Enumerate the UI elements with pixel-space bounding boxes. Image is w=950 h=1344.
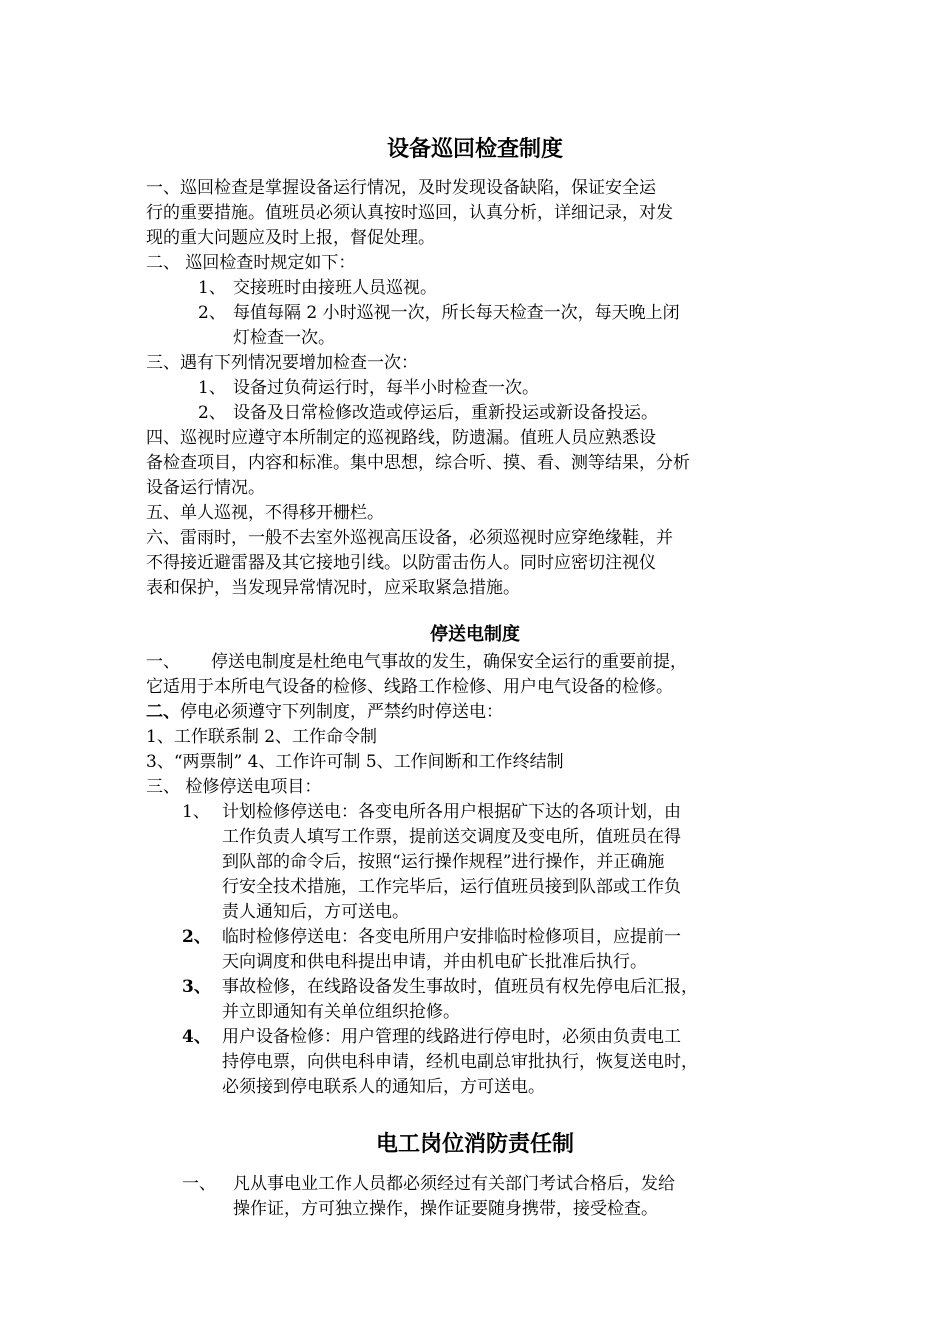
list-item-continued: 天向调度和供电科提出申请，并由机电矿长批准后执行。	[222, 952, 647, 972]
paragraph-line: 表和保护，当发现异常情况时，应采取紧急措施。	[146, 578, 520, 598]
list-number: 2、	[198, 403, 226, 423]
paragraph-line: 行的重要措施。值班员必须认真按时巡回，认真分析，详细记录，对发	[146, 203, 673, 223]
paragraph-line: 设备运行情况。	[146, 478, 265, 498]
paragraph-line: 三、遇有下列情况要增加检查一次：	[146, 353, 418, 373]
paragraph-line: 现的重大问题应及时上报，督促处理。	[146, 228, 435, 248]
list-number: 一、	[182, 1174, 216, 1194]
list-item: 事故检修，在线路设备发生事故时，值班员有权先停电后汇报，	[222, 977, 698, 997]
paragraph-line: 四、巡视时应遵守本所制定的巡视路线，防遗漏。值班人员应熟悉设	[146, 428, 656, 448]
paragraph-line: 停电必须遵守下列制度，严禁约时停送电：	[180, 702, 503, 722]
paragraph-line: 五、单人巡视，不得移开栅栏。	[146, 503, 384, 523]
list-item: 每值每隔 2 小时巡视一次，所长每天检查一次，每天晚上闭	[233, 303, 680, 323]
list-number: 2、	[198, 303, 226, 323]
list-number: 1、	[198, 378, 226, 398]
section-title-power-outage: 停送电制度	[430, 624, 520, 645]
list-item: 交接班时由接班人员巡视。	[233, 278, 437, 298]
paragraph-line: 三、 检修停送电项目：	[146, 777, 322, 797]
list-item-continued: 工作负责人填写工作票，提前送交调度及变电所，值班员在得	[222, 827, 681, 847]
section-title-inspection: 设备巡回检查制度	[386, 136, 563, 162]
section-title-fire-responsibility: 电工岗位消防责任制	[375, 1131, 574, 1157]
paragraph-line: 1、工作联系制 2、工作命令制	[146, 727, 378, 747]
list-item: 计划检修停送电：各变电所各用户根据矿下达的各项计划，由	[222, 802, 681, 822]
paragraph-line: 3、“两票制” 4、工作许可制 5、工作间断和工作终结制	[146, 752, 564, 772]
list-number: 一、	[146, 652, 180, 672]
list-number: 1、	[182, 802, 210, 822]
paragraph-line: 二、 巡回检查时规定如下：	[146, 253, 356, 273]
list-item: 凡从事电业工作人员都必须经过有关部门考试合格后，发给	[233, 1174, 675, 1194]
list-item: 用户设备检修：用户管理的线路进行停电时，必须由负责电工	[222, 1027, 681, 1047]
paragraph-line: 停送电制度是杜绝电气事故的发生，确保安全运行的重要前提，	[211, 652, 687, 672]
list-number: 3、	[182, 977, 211, 997]
list-item-continued: 责人通知后，方可送电。	[222, 902, 409, 922]
list-number: 4、	[182, 1027, 211, 1047]
paragraph-line: 六、雷雨时，一般不去室外巡视高压设备，必须巡视时应穿绝缘鞋，并	[146, 528, 673, 548]
list-item-continued: 必须接到停电联系人的通知后，方可送电。	[222, 1077, 545, 1097]
list-number: 1、	[198, 278, 226, 298]
list-item-continued: 到队部的命令后，按照“运行操作规程”进行操作，并正确施	[222, 852, 665, 872]
paragraph-line: 备检查项目，内容和标准。集中思想，综合听、摸、看、测等结果，分析	[146, 453, 690, 473]
list-item-continued: 灯检查一次。	[233, 328, 335, 348]
list-item: 临时检修停送电：各变电所用户安排临时检修项目，应提前一	[222, 927, 681, 947]
list-item-continued: 行安全技术措施，工作完毕后，运行值班员接到队部或工作负	[222, 877, 681, 897]
list-item-continued: 操作证，方可独立操作，操作证要随身携带，接受检查。	[233, 1199, 658, 1219]
list-item-continued: 并立即通知有关单位组织抢修。	[222, 1002, 460, 1022]
list-item-continued: 持停电票，向供电科申请，经机电副总审批执行，恢复送电时，	[222, 1052, 698, 1072]
list-item: 设备及日常检修改造或停运后，重新投运或新设备投运。	[233, 403, 658, 423]
list-item: 设备过负荷运行时，每半小时检查一次。	[233, 378, 539, 398]
paragraph-line: 它适用于本所电气设备的检修、线路工作检修、用户电气设备的检修。	[146, 677, 673, 697]
list-number: 二、	[146, 702, 180, 722]
paragraph-line: 一、巡回检查是掌握设备运行情况，及时发现设备缺陷，保证安全运	[146, 178, 656, 198]
list-number: 2、	[182, 927, 211, 947]
paragraph-line: 不得接近避雷器及其它接地引线。以防雷击伤人。同时应密切注视仪	[146, 553, 656, 573]
